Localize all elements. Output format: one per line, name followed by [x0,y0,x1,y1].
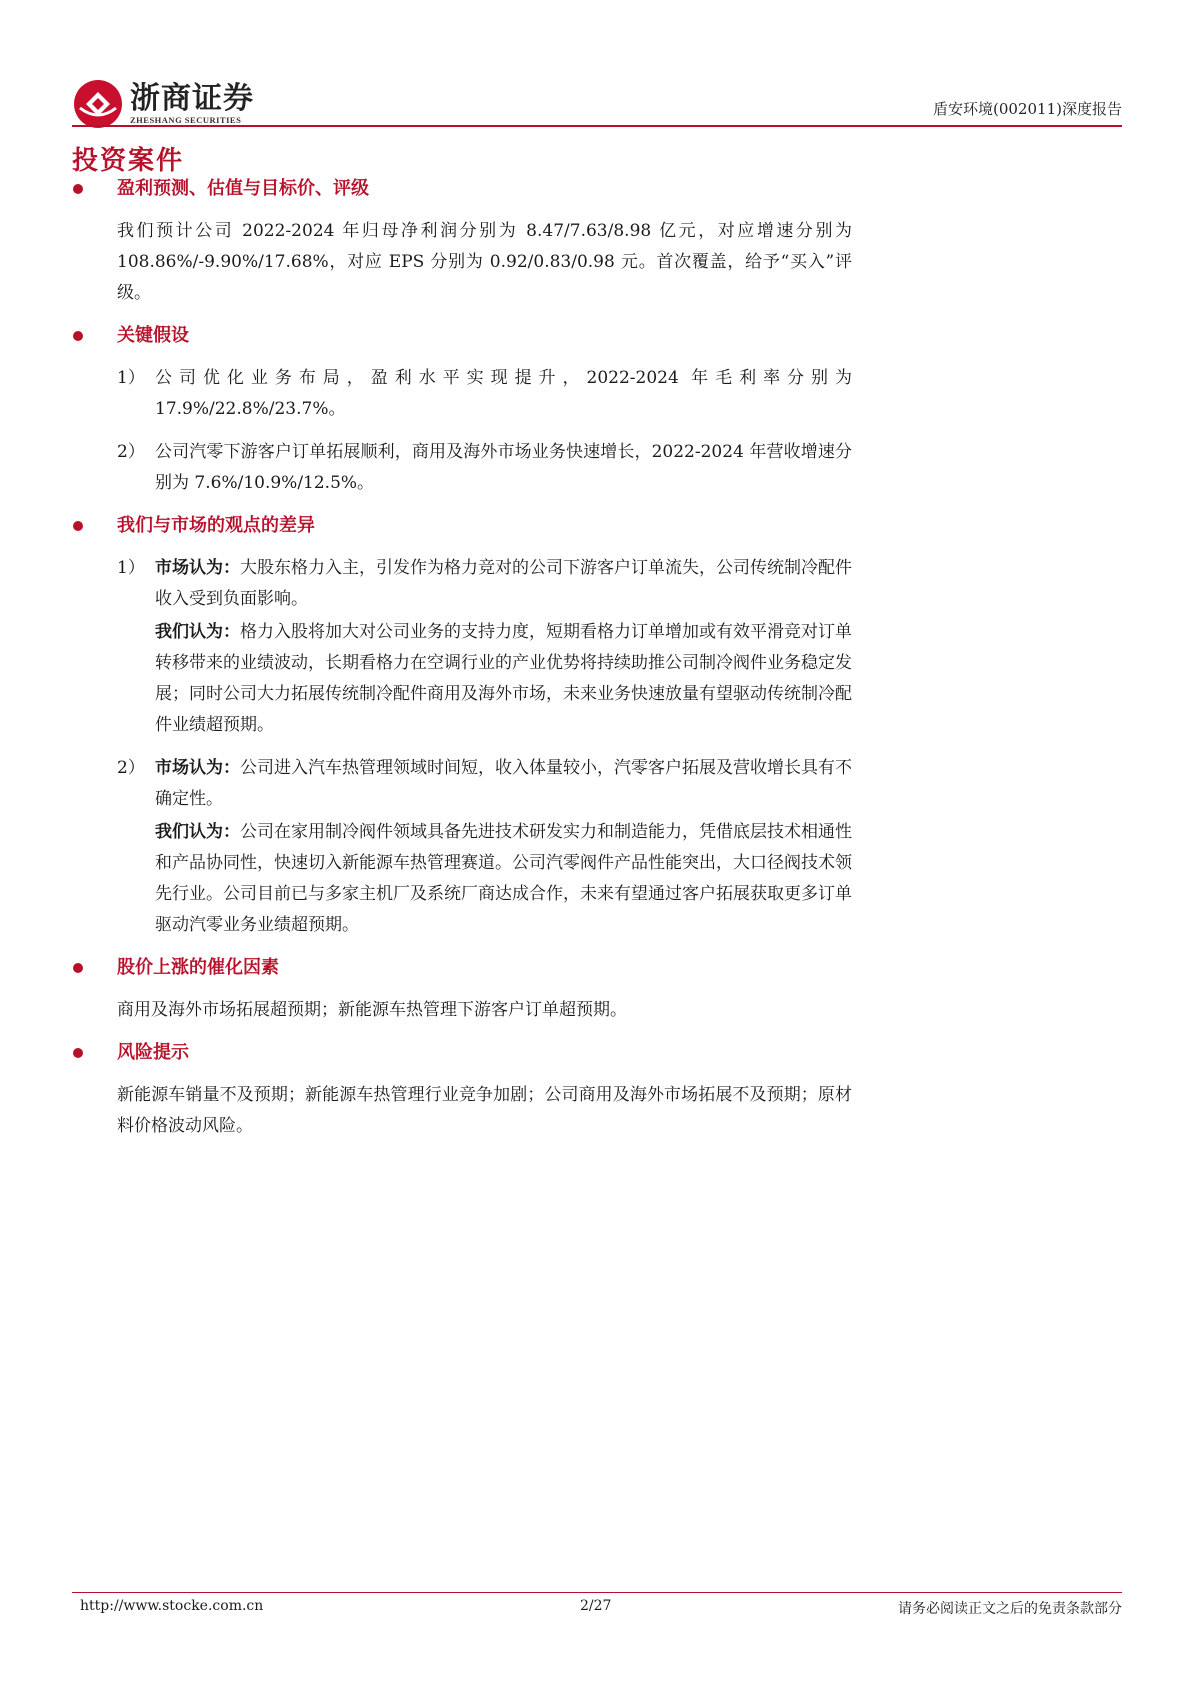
difference-item [72,753,852,941]
our-view [155,617,852,741]
market-text: 大股东格力入主，引发作为格力竞对的公司下游客户订单流失，公司传统制冷配件收入受到负面影响。 [155,558,852,609]
heading-assumptions [72,321,852,351]
item-number: 1） [117,368,145,388]
market-view [155,553,852,615]
heading-differences [72,511,852,541]
market-view [155,753,852,815]
assumption-item [72,363,852,425]
footer-website-link[interactable]: http://www.stocke.com.cn [80,1598,264,1614]
company-logo [72,78,254,130]
header-divider [72,125,1122,127]
heading-text: 关键假设 [117,325,189,346]
item-number: 1） [117,558,145,578]
bullet-dot-icon [73,331,83,341]
our-text: 格力入股将加大对公司业务的支持力度，短期看格力订单增加或有效平滑竞对订单转移带来的业绩波动，长期看格力在空调行业的产业优势将持续助推公司制冷阀件业务稳定发展；同时公司大力拓展传统制冷配件商用及海外市场，未来业务快速放量有望驱动传统制冷配件业绩超预期。 [155,622,852,735]
item-number: 2） [117,442,145,462]
section-title: 投资案件 [72,146,185,176]
logo-chinese-name: 浙商证券 [130,81,254,116]
heading-text: 我们与市场的观点的差异 [117,515,315,536]
market-text: 公司进入汽车热管理领域时间短，收入体量较小，汽零客户拓展及营收增长具有不确定性。 [155,758,852,809]
logo-english-name: ZHESHANG SECURITIES [130,115,242,125]
bullet-dot-icon [73,1048,83,1058]
market-label: 市场认为： [155,758,240,778]
heading-risks [72,1038,852,1068]
heading-text: 股价上涨的催化因素 [117,957,279,978]
catalysts-paragraph: 商用及海外市场拓展超预期；新能源车热管理下游客户订单超预期。 [117,1000,627,1020]
item-text: 公司汽零下游客户订单拓展顺利，商用及海外市场业务快速增长，2022-2024 年营收增速分别为 7.6%/10.9%/12.5%。 [155,442,852,493]
zheshang-logo-icon [72,78,124,130]
bullet-dot-icon [73,963,83,973]
assumption-item [72,437,852,499]
our-view [155,817,852,941]
our-label: 我们认为： [155,622,240,642]
heading-forecast [72,174,852,204]
market-label: 市场认为： [155,558,240,578]
bullet-dot-icon [73,521,83,531]
difference-item [72,553,852,741]
bullet-dot-icon [73,184,83,194]
page-number: 2/27 [580,1598,612,1614]
item-text: 公司优化业务布局，盈利水平实现提升，2022-2024 年毛利率分别为 17.9%/22.8%/23.7%。 [155,368,852,419]
our-label: 我们认为： [155,822,240,842]
disclaimer-note: 请务必阅读正文之后的免责条款部分 [898,1601,1122,1617]
heading-text: 风险提示 [117,1042,189,1063]
heading-text: 盈利预测、估值与目标价、评级 [117,178,369,199]
footer-divider [72,1592,1122,1593]
our-text: 公司在家用制冷阀件领域具备先进技术研发实力和制造能力，凭借底层技术相通性和产品协同性，快速切入新能源车热管理赛道。公司汽零阀件产品性能突出，大口径阀技术领先行业。公司目前已与多家主机厂及系统厂商达成合作，未来有望通过客户拓展获取更多订单驱动汽零业务业绩超预期。 [155,822,852,935]
main-content [72,174,852,1154]
report-title: 盾安环境(002011)深度报告 [933,100,1122,118]
item-number: 2） [117,758,145,778]
page-header [72,78,1122,128]
forecast-paragraph: 我们预计公司 2022-2024 年归母净利润分别为 8.47/7.63/8.98 亿元，对应增速分别为 108.86%/-9.90%/17.68%，对应 EPS 分别为 0.92/0.83/0.98 元。首次覆盖，给予“买入”评级。 [117,221,852,303]
heading-catalysts [72,953,852,983]
risks-paragraph: 新能源车销量不及预期；新能源车热管理行业竞争加剧；公司商用及海外市场拓展不及预期；原材料价格波动风险。 [117,1085,852,1136]
